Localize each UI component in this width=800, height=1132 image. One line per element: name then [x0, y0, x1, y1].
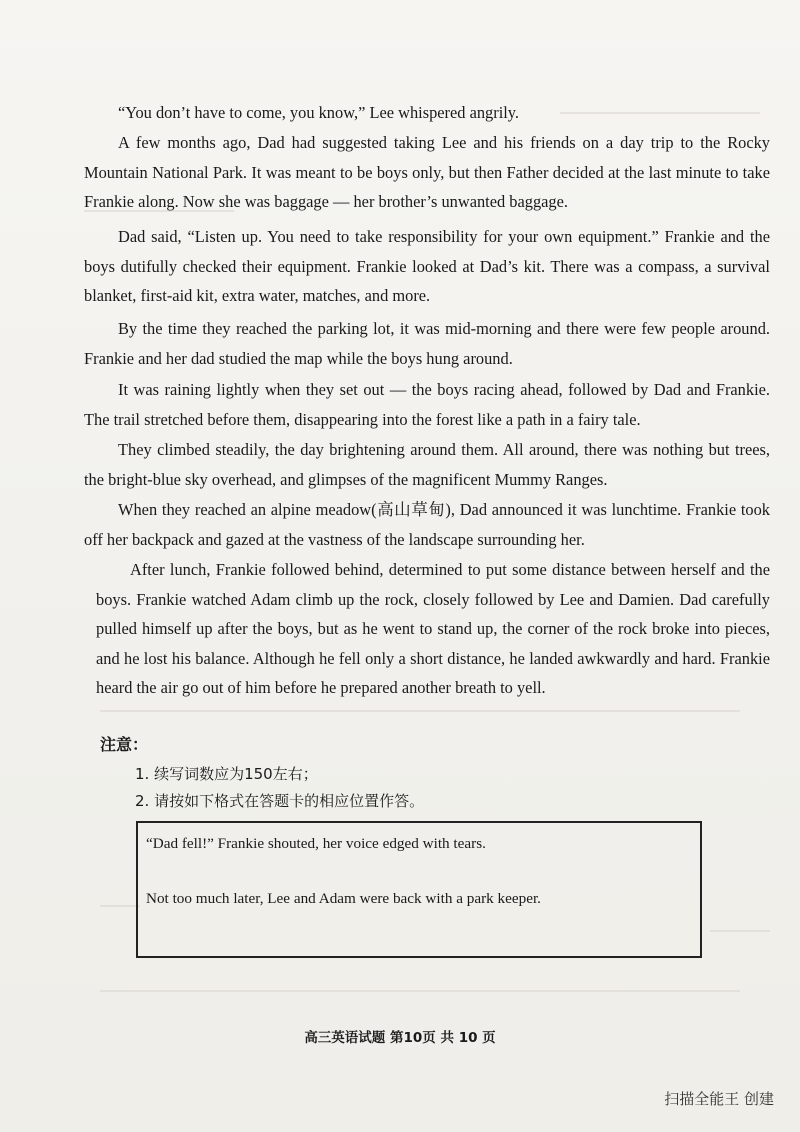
- scanner-watermark: 扫描全能王 创建: [664, 1090, 774, 1108]
- page-footer: 高三英语试题 第10页 共 10 页: [304, 1030, 496, 1046]
- story-paragraph-1: “You don’t have to come, you know,” Lee whispered angrily.: [118, 103, 520, 122]
- notice-title: 注意：: [100, 735, 149, 754]
- story-paragraph-8: After lunch, Frankie followed behind, determined to put some distance between herself and the boys. Frankie watched Adam climb up the rock, closely followed by Lee and Damien. Dad carefully pulled himself up after the boys, but as he went to stand up, the corner of the rock broke into pieces, and he lost his balance. Although he fell only a short distance, he landed awkwardly and hard. Frankie heard the air go out of him before he prepared another breath to yell.: [96, 560, 770, 698]
- story-paragraph-3: Dad said, “Listen up. You need to take responsibility for your own equipment.” Frankie and the boys dutifully checked their equipment. Frankie looked at Dad’s kit. There was a compass, a survival blanket, first-aid kit, extra water, matches, and more.: [84, 227, 770, 306]
- story-paragraph-4: By the time they reached the parking lot, it was mid-morning and there were few people around. Frankie and her dad studied the map while the boys hung around.: [84, 319, 770, 368]
- notice-item-1: 1. 续写词数应为150左右；: [135, 765, 318, 783]
- notice-item-2: 2. 请按如下格式在答题卡的相应位置作答。: [135, 792, 425, 810]
- answer-format-box: [136, 821, 702, 958]
- story-paragraph-2: A few months ago, Dad had suggested taking Lee and his friends on a day trip to the Rocky Mountain National Park. It was meant to be boys only, but then Father decided at the last minute to take Frankie along. Now she was baggage — her brother’s unwanted baggage.: [84, 133, 770, 212]
- story-paragraph-7: When they reached an alpine meadow(高山草甸), Dad announced it was lunchtime. Frankie took off her backpack and gazed at the vastness of the landscape surrounding her.: [84, 500, 770, 549]
- answer-box-line-1: “Dad fell!” Frankie shouted, her voice edged with tears.: [146, 835, 486, 852]
- story-paragraph-6: They climbed steadily, the day brightening around them. All around, there was nothing but trees, the bright-blue sky overhead, and glimpses of the magnificent Mummy Ranges.: [84, 440, 770, 489]
- bleed-through-mark: [100, 905, 140, 907]
- bleed-through-mark: [710, 930, 770, 932]
- story-paragraph-5: It was raining lightly when they set out — the boys racing ahead, followed by Dad and Frankie. The trail stretched before them, disappearing into the forest like a path in a fairy tale.: [84, 380, 770, 429]
- bleed-through-mark: [100, 710, 740, 712]
- answer-box-line-2: Not too much later, Lee and Adam were back with a park keeper.: [146, 890, 541, 907]
- bleed-through-mark: [100, 990, 740, 992]
